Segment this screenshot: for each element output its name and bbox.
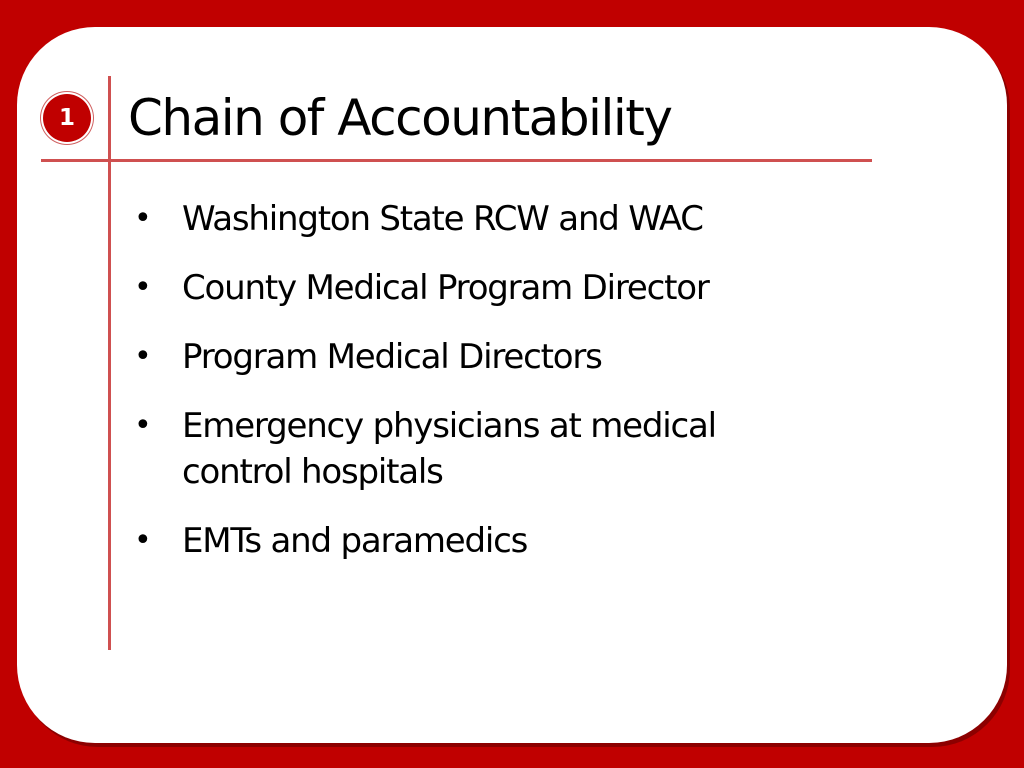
bullet-dot-icon: • (134, 339, 151, 374)
bullet-text: Program Medical Directors (182, 337, 602, 377)
slide-number-badge: 1 (43, 94, 91, 142)
title-divider (41, 159, 872, 162)
slide-title: Chain of Accountability (128, 89, 672, 147)
bullet-text: Emergency physicians at medical control hospitals (182, 406, 716, 492)
bullet-item (128, 518, 788, 564)
bullet-item (128, 403, 788, 495)
vertical-divider (108, 76, 111, 650)
bullet-item (128, 334, 788, 380)
bullet-list (128, 196, 788, 587)
bullet-dot-icon: • (134, 270, 151, 305)
bullet-item (128, 265, 788, 311)
bullet-item (128, 196, 788, 242)
bullet-dot-icon: • (134, 523, 151, 558)
bullet-text: Washington State RCW and WAC (182, 199, 703, 239)
bullet-text: County Medical Program Director (182, 268, 709, 308)
bullet-dot-icon: • (134, 201, 151, 236)
bullet-dot-icon: • (134, 408, 151, 443)
bullet-text: EMTs and paramedics (182, 521, 528, 561)
